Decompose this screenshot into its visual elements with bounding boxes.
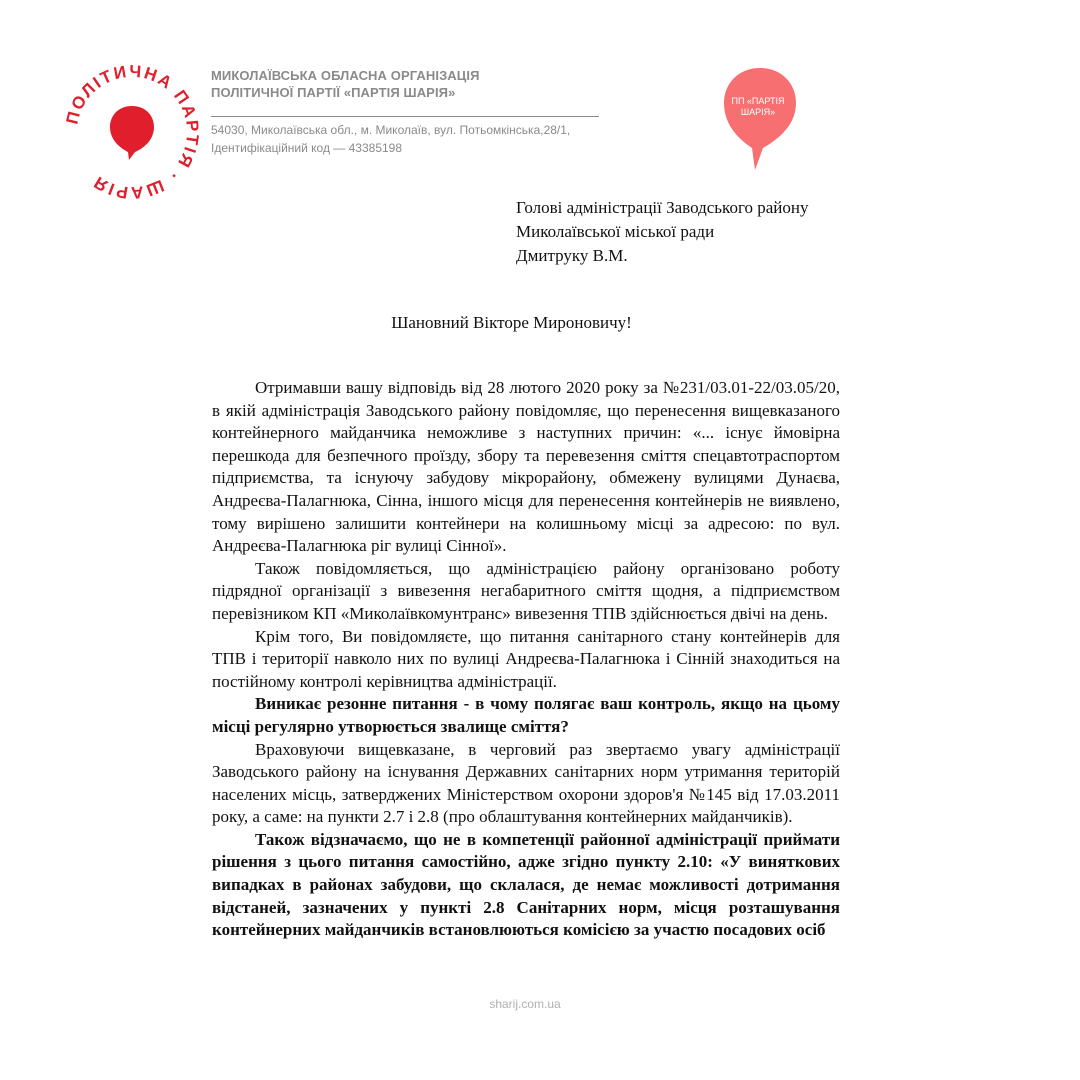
- paragraph-3: Крім того, Ви повідомляєте, що питання санітарного стану контейнерів для ТПВ і території навколо них по вулиці Андреєва-Палагнюка і Сінній знаходиться на постійному контролі керівництва адміністрації.: [212, 626, 840, 691]
- org-name-line1: МИКОЛАЇВСЬКА ОБЛАСНА ОРГАНІЗАЦІЯ: [211, 68, 480, 83]
- paragraph-4: Виникає резонне питання - в чому полягає ваш контроль, якщо на цьому місці регулярно утворюється звалище сміття?: [212, 694, 840, 736]
- paragraph-2: Також повідомляється, що адміністрацією району організовано роботу підрядної організації з вивезення негабаритного сміття щодня, а підприємством перевізником КП «Миколаївкомунтранс» вивезення ТПВ здійснюється двічі на день.: [212, 558, 840, 623]
- badge-drop-shape: [724, 68, 796, 170]
- org-name: [211, 67, 480, 101]
- org-id-code: Ідентифікаційний код — 43385198: [211, 141, 403, 155]
- paragraph-5: Враховуючи вищевказане, в черговий раз звертаємо увагу адміністрації Заводського району на існування Державних санітарних норм утримання територій населених місць, затверджених Міністерством охорони здоров'я №145 від 17.03.2011 року, а саме: на пункти 2.7 і 2.8 (про облаштування контейнерних майданчиків).: [212, 739, 840, 827]
- logo-ring-text: ПОЛІТИЧНА ПАРТІЯ · ШАРІЯ: [62, 62, 202, 202]
- party-badge: [722, 66, 798, 172]
- badge-line2: ШАРІЯ»: [740, 107, 776, 117]
- org-name-line2: ПОЛІТИЧНОЇ ПАРТІЇ «ПАРТІЯ ШАРІЯ»: [211, 85, 456, 100]
- paragraph-1: Отримавши вашу відповідь від 28 лютого 2020 року за №231/03.01-22/03.05/20, в якій адміністрація Заводського району повідомляє, що перенесення вищевказаного контейнерного майданчика неможливе з наступних причин: «... існує ймовірна перешкода для безпечного проїзду, збору та перевезення сміття спецавтотраспортом підприємства, та існуючу забудову мікрорайону, обмежену вулицями Дунаєва, Андреєва-Палагнюка, Сінна, іншого місця для перенесення контейнерів не виявлено, тому вирішено залишити контейнери на колишньому місці за адресою: по вул. Андреєва-Палагнюка ріг вулиці Сінної».: [212, 378, 840, 556]
- org-address-block: [211, 121, 570, 157]
- greeting: Шановний Вікторе Мироновичу!: [391, 313, 632, 332]
- recipient-line1: Голові адміністрації Заводського району: [516, 198, 809, 217]
- recipient-line3: Дмитруку В.М.: [516, 246, 628, 265]
- badge-line1: ПП «ПАРТІЯ: [731, 96, 785, 106]
- paragraph-6: Також відзначаємо, що не в компетенції районної адміністрації приймати рішення з цього питання самостійно, адже згідно пункту 2.10: «У виняткових випадках в районах забудови, що склалася, де немає можливості дотримання відстаней, зазначених у пункті 2.8 Санітарних норм, місця розташування контейнерних майданчиків встановлюються комісією за участю посадових осіб: [212, 829, 840, 940]
- recipient-line2: Миколаївської міської ради: [516, 222, 715, 241]
- header-divider: [211, 116, 599, 117]
- logo-balloon: [110, 106, 154, 160]
- org-address: 54030, Миколаївська обл., м. Миколаїв, вул. Потьомкінська,28/1,: [211, 123, 571, 137]
- recipient-block: [516, 196, 842, 268]
- footer-watermark: sharij.com.ua: [489, 997, 561, 1011]
- party-logo: [62, 62, 202, 202]
- letter-body: [212, 377, 840, 942]
